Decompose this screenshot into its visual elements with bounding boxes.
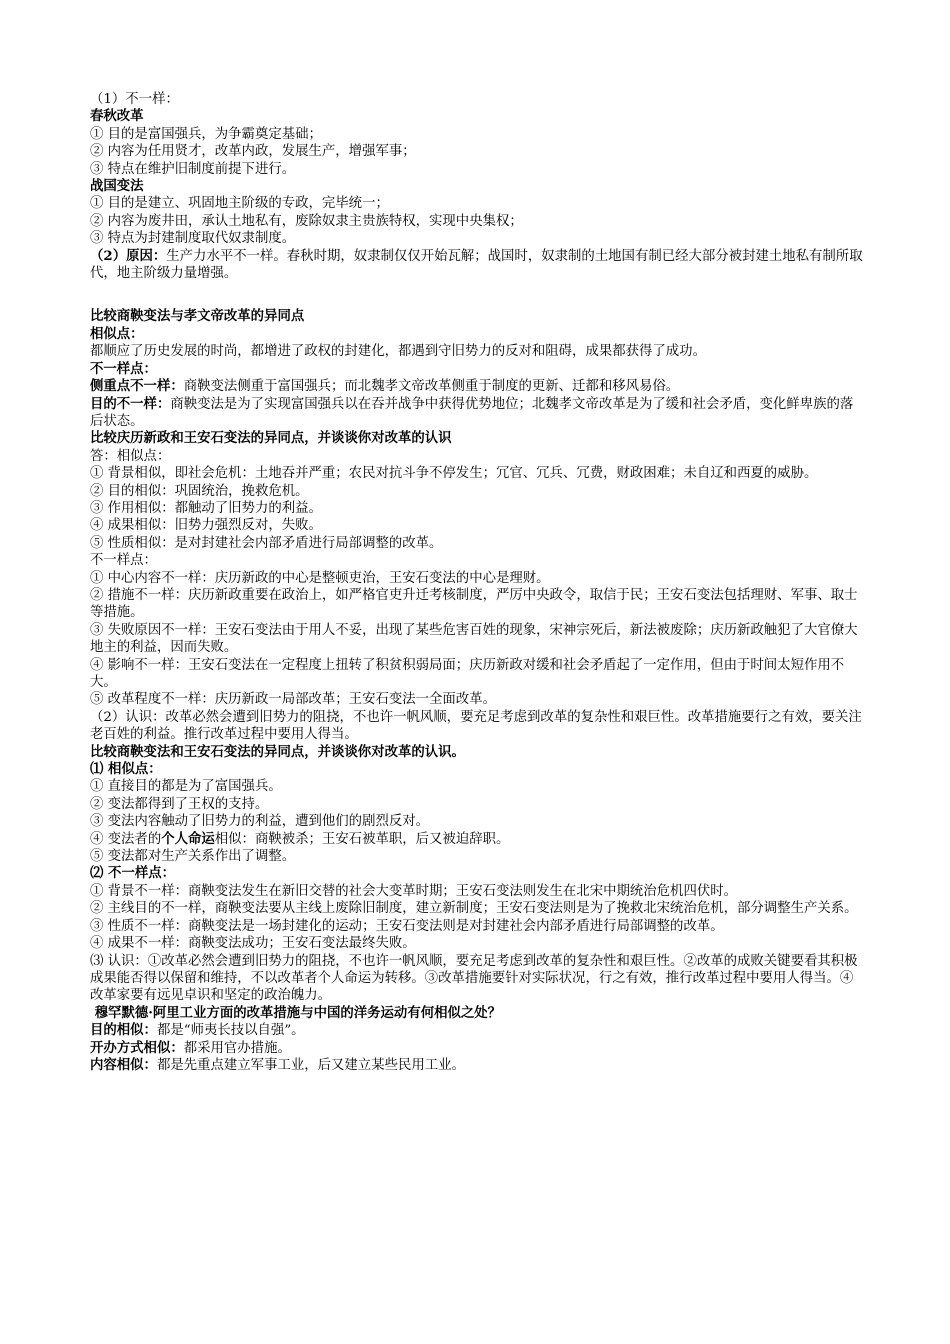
text-line: ② 内容为任用贤才，改革内政，发展生产，增强军事； (90, 144, 416, 160)
text-line: ⑶ 认识：①改革必然会遭到旧势力的阻挠，不也许一帆风顺，要充足考虑到改革的复杂性和艰巨性。②改革的成败关键要看其积极成果能否得以保留和维持，不以改革者个人命运为转移。③改革措施要针对实际状况，行之有效，推行改革过程中要用人得当。④改革家要有远见卓识和坚定的政治魄力。 (90, 953, 858, 1004)
text-line: （2）认识：改革必然会遭到旧势力的阻挠，不也许一帆风顺，要充足考虑到改革的复杂性和艰巨性。改革措施要行之有效，要关注老百姓的利益。推行改革过程中要用人得当。 (90, 709, 862, 743)
item-text: 都是“师夷长技以自强”。 (156, 1023, 305, 1039)
item-text: 都采用官办措施。 (183, 1040, 291, 1056)
item-text: 都是先重点建立军事工业，后又建立某些民用工业。 (156, 1057, 465, 1073)
text-line: ① 目的是富国强兵，为争霸奠定基础； (90, 126, 322, 142)
item-label: 目的相似： (90, 1022, 157, 1039)
text-line: ② 内容为废井田，承认土地私有，废除奴隶主贵族特权，实现中央集权； (90, 213, 523, 229)
section-qingli-vs-wang-anshi (90, 430, 865, 743)
item-paragraph (90, 1057, 865, 1074)
spacer (90, 282, 865, 308)
text-line: ② 变法都得到了王权的支持。 (90, 796, 269, 812)
text-line: ① 直接目的都是为了富国强兵。 (90, 779, 282, 795)
text-line: ① 目的是建立、巩固地主阶级的专政，完毕统一； (90, 196, 389, 212)
focus-paragraph (90, 378, 865, 395)
text-line: ④ 影响不一样：王安石变法在一定程度上扭转了积贫积弱局面；庆历新政对缓和社会矛盾起了一定作用，但由于时间太短作用不大。 (90, 657, 845, 690)
fate-text: 相似：商鞅被杀；王安石被革职，后又被迫辞职。 (214, 831, 510, 847)
similar-label: ⑴ 相似点： (90, 761, 162, 778)
section-shang-yang-vs-xiaowen (90, 308, 865, 430)
text-line: ③ 变法内容触动了旧势力的利益，遭到他们的剧烈反对。 (90, 814, 430, 830)
text-line: （1）不一样： (90, 92, 179, 107)
section-shang-yang-vs-wang-anshi (90, 744, 865, 1005)
fate-paragraph (90, 831, 865, 848)
fate-prefix: ④ 变法者的 (90, 831, 162, 847)
text-line: ② 目的相似：巩固统治，挽救危机。 (90, 483, 309, 499)
section-title: 比较商鞅变法与孝文帝改革的异同点 (90, 308, 305, 325)
section-title: 比较商鞅变法和王安石变法的异同点，并谈谈你对改革的认识。 (90, 743, 465, 760)
section-title: 穆罕默德·阿里工业方面的改革措施与中国的洋务运动有何相似之处？ (90, 1004, 502, 1021)
text-line: ③ 作用相似：都触动了旧势力的利益。 (90, 500, 322, 516)
text-line: ① 背景相似，即社会危机：土地吞并严重；农民对抗斗争不停发生；冗官、冗兵、冗费，财政困难；未自辽和西夏的威胁。 (90, 466, 818, 482)
text-line: 不一样点： (90, 553, 157, 569)
item-label: 开办方式相似： (90, 1039, 184, 1056)
text-line: ① 中心内容不一样：庆历新政的中心是整顿吏治，王安石变法的中心是理财。 (90, 570, 550, 586)
text-line: ⑤ 性质相似：是对封建社会内部矛盾进行局部调整的改革。 (90, 535, 443, 551)
reason-text: 生产力水平不一样。春秋时期，奴隶制仅仅开始瓦解；战国时，奴隶制的土地国有制已经大部分被封建土地私有制所取代，地主阶级力量增强。 (90, 248, 863, 282)
text-line: ② 主线目的不一样，商鞅变法要从主线上废除旧制度，建立新制度；王安石变法则是为了挽救北宋统治危机，部分调整生产关系。 (90, 901, 858, 917)
document-body (90, 91, 865, 1074)
reason-paragraph (90, 248, 865, 283)
text-line: 答：相似点： (90, 448, 171, 464)
similar-text: 都顺应了历史发展的时尚，都增进了政权的封建化，都遇到守旧势力的反对和阻碍，成果都获得了成功。 (90, 344, 706, 360)
fate-label: 个人命运 (161, 830, 215, 847)
goal-label: 目的不一样： (90, 395, 171, 412)
text-line: ② 措施不一样：庆历新政重要在政治上，如严格官吏升迁考核制度，严厉中央政令，取信于民；王安石变法包括理财、军事、取士等措施。 (90, 587, 858, 621)
reason-label: （2）原因： (90, 247, 167, 264)
text-line: ⑤ 改革程度不一样：庆历新政一局部改革；王安石变法一全面改革。 (90, 692, 496, 708)
text-line: ③ 特点为封建制度取代奴隶制度。 (90, 231, 296, 247)
diff-label: ⑵ 不一样点： (90, 865, 176, 882)
text-line: ① 背景不一样：商鞅变法发生在新旧交替的社会大变革时期；王安石变法则发生在北宋中期统治危机四伏时。 (90, 883, 738, 899)
text-line: ④ 成果不一样：商鞅变法成功；王安石变法最终失败。 (90, 936, 416, 952)
subheading: 春秋改革 (90, 108, 144, 125)
goal-text: 商鞅变法是为了实现富国强兵以在吞并战争中获得优势地位；北魏孝文帝改革是为了缓和社会矛盾，变化鲜卑族的落后状态。 (90, 396, 854, 429)
subheading: 战国变法 (90, 178, 144, 195)
item-paragraph (90, 1040, 865, 1057)
section-muhammad-ali-vs-self-strengthening (90, 1005, 865, 1075)
item-label: 内容相似： (90, 1056, 157, 1073)
focus-label: 侧重点不一样： (90, 378, 184, 395)
text-line: ③ 性质不一样：商鞅变法是一场封建化的运动；王安石变法则是对封建社会内部矛盾进行局部调整的改革。 (90, 918, 724, 934)
text-line: ③ 特点在维护旧制度前提下进行。 (90, 161, 296, 177)
section-spring-autumn-vs-warring-states (90, 91, 865, 282)
text-line: ④ 成果相似：旧势力强烈反对，失败。 (90, 518, 322, 534)
section-title: 比较庆历新政和王安石变法的异同点，并谈谈你对改革的认识 (90, 430, 452, 447)
goal-paragraph (90, 396, 865, 431)
diff-label: 不一样点： (90, 360, 157, 377)
focus-text: 商鞅变法侧重于富国强兵；而北魏孝文帝改革侧重于制度的更新、迁都和移风易俗。 (183, 379, 680, 395)
item-paragraph (90, 1022, 865, 1039)
similar-label: 相似点： (90, 325, 144, 342)
text-line: ③ 失败原因不一样：王安石变法由于用人不妥，出现了某些危害百姓的现象，宋神宗死后，新法被废除；庆历新政触犯了大官僚大地主的利益，因而失败。 (90, 622, 858, 656)
text-line: ⑤ 变法都对生产关系作出了调整。 (90, 849, 296, 865)
